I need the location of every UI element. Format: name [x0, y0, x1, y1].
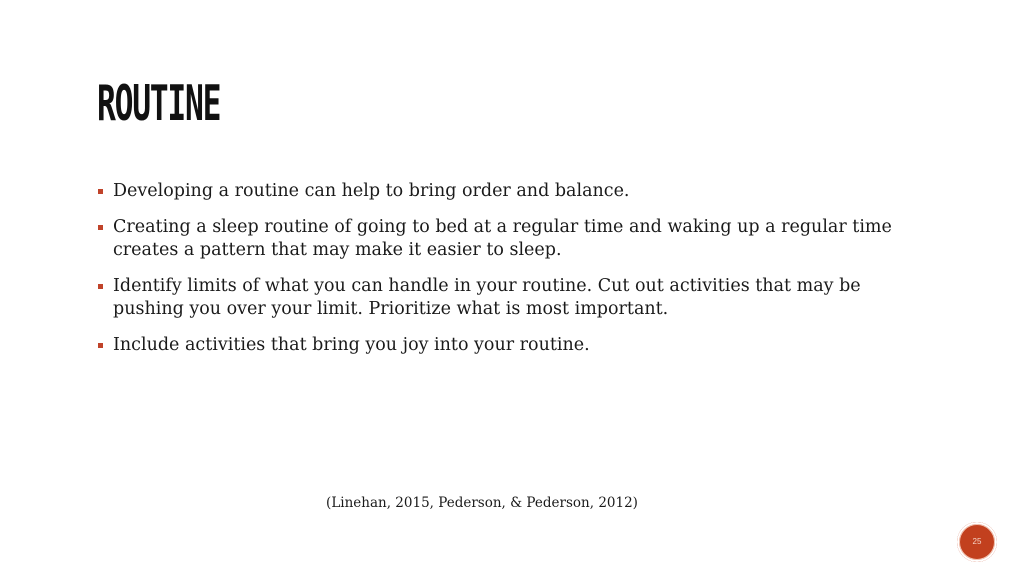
bullet-text: Identify limits of what you can handle in your routine. Cut out activities that may be pushing you over your limit. Prioritize what is most important.	[113, 275, 861, 319]
page-number-badge	[957, 522, 997, 562]
bullet-item	[98, 216, 928, 263]
page-number: 25	[972, 537, 982, 546]
slide-title: ROUTINE	[97, 75, 221, 132]
citation: (Linehan, 2015, Pederson, & Pederson, 2012)	[326, 495, 638, 511]
bullet-square-icon	[98, 225, 103, 230]
bullet-text: Creating a sleep routine of going to bed at a regular time and waking up a regular time creates a pattern that may make it easier to sleep.	[113, 216, 892, 260]
bullet-item	[98, 334, 928, 358]
bullet-text: Developing a routine can help to bring order and balance.	[113, 181, 630, 201]
bullet-item	[98, 180, 928, 204]
bullet-list	[98, 180, 928, 369]
bullet-item	[98, 275, 928, 322]
bullet-square-icon	[98, 343, 103, 348]
bullet-square-icon	[98, 189, 103, 194]
bullet-text: Include activities that bring you joy into your routine.	[113, 334, 590, 355]
bullet-square-icon	[98, 284, 103, 289]
